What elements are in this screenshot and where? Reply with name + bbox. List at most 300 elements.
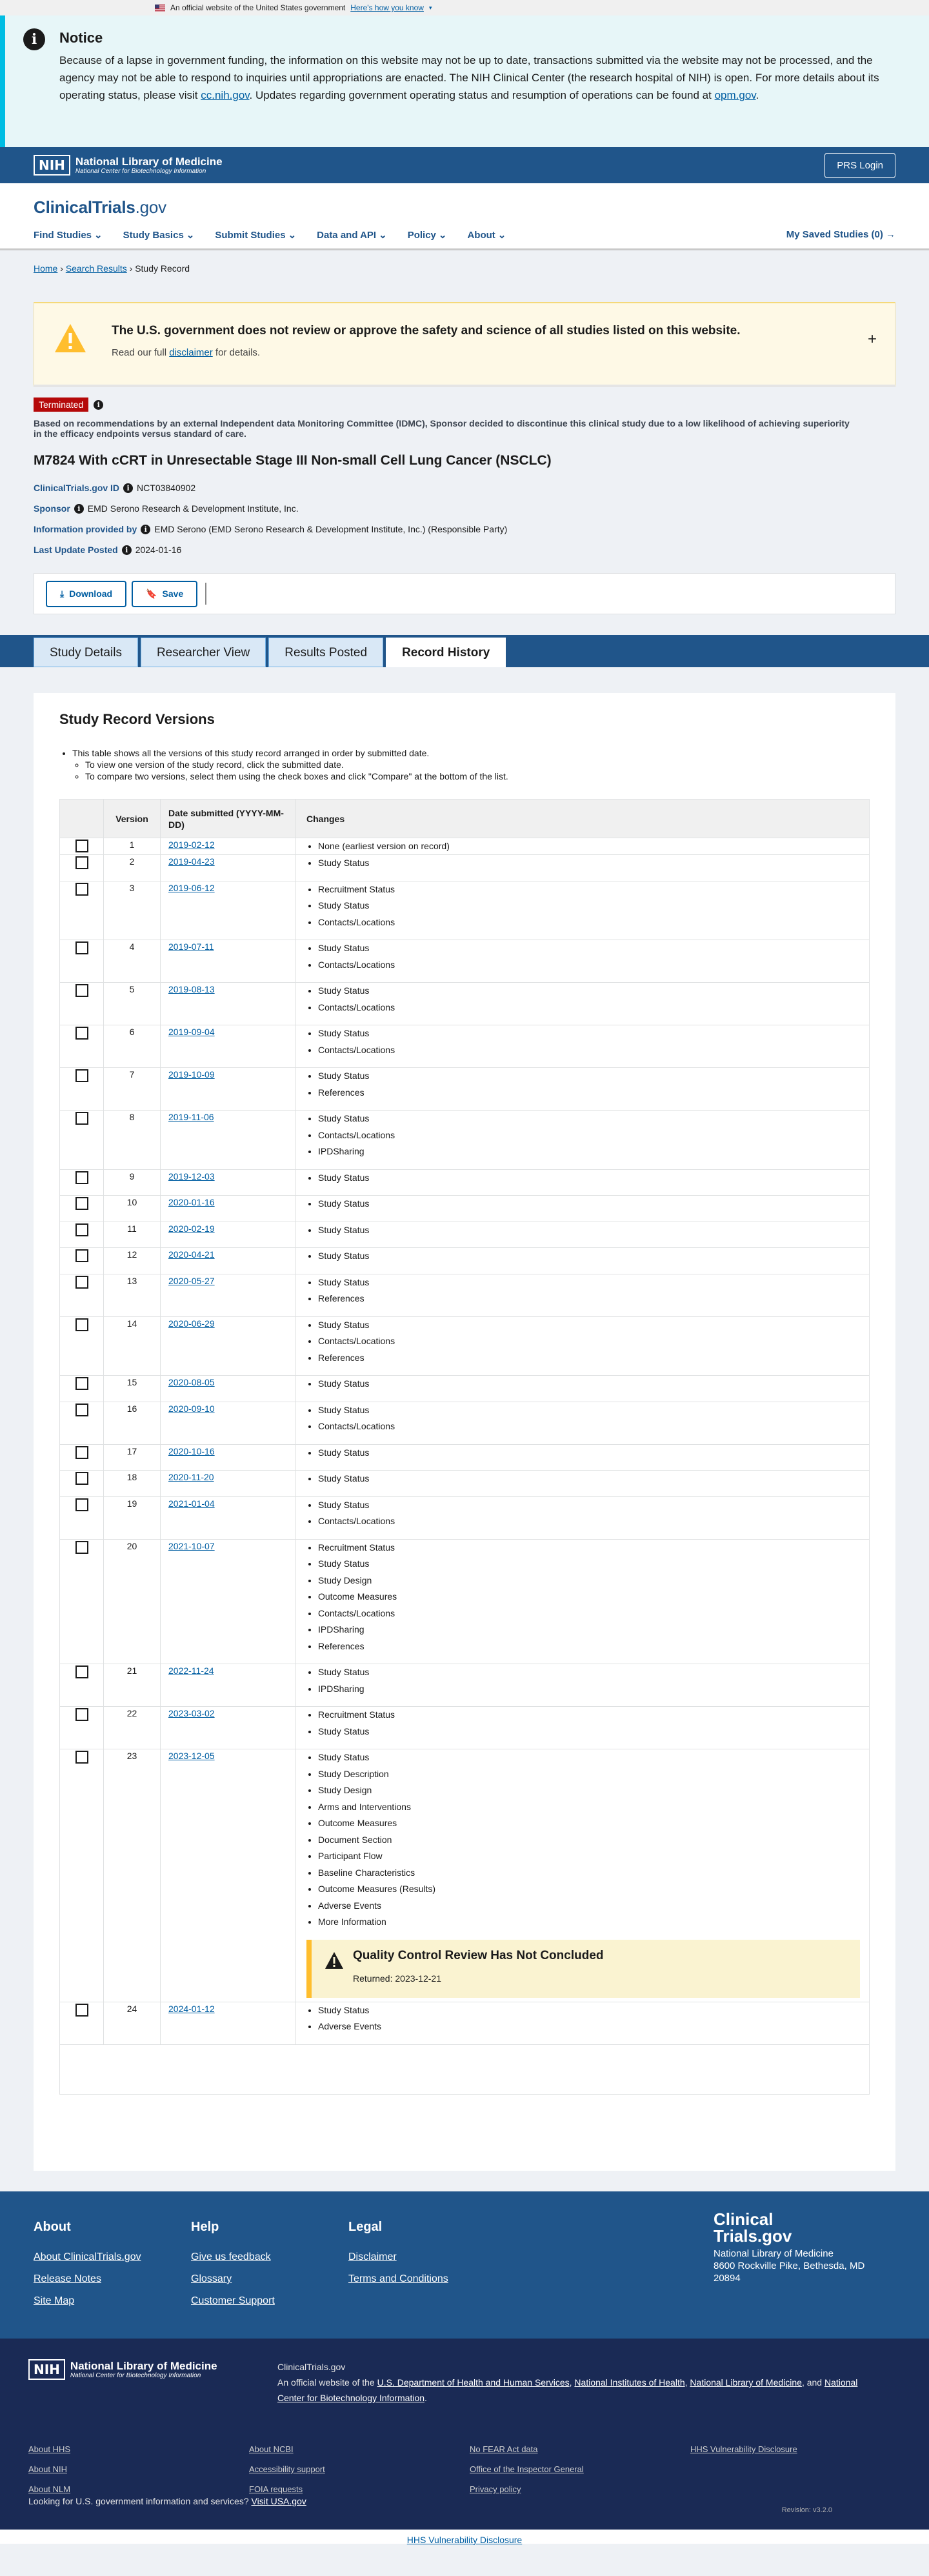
change-item: • Study Status [318,1445,869,1462]
table-row [60,1317,869,1376]
version-number: 24 [104,2002,161,2044]
compare-checkbox[interactable] [75,1541,88,1554]
version-date-link[interactable]: 2020-06-29 [168,1318,215,1329]
compare-checkbox[interactable] [75,1171,88,1184]
version-date-link[interactable]: 2019-10-09 [168,1069,215,1080]
ncbi-subtitle: National Center for Biotechnology Information [75,167,206,175]
changes-list [306,1749,869,1931]
change-item: • Study Status [318,1222,869,1239]
footer-link[interactable]: Glossary [191,2273,232,2284]
version-date-link[interactable]: 2021-01-04 [168,1498,215,1509]
version-number: 5 [104,983,161,1025]
change-item: • Study Status [318,1025,869,1042]
study-summary [0,387,929,555]
sponsor-value: EMD Serono Research & Development Institute, Inc. [87,503,299,514]
notice-title: Notice [59,30,103,46]
change-item: • Study Status [318,2002,869,2019]
compare-checkbox[interactable] [75,941,88,954]
gov-footer-link[interactable]: About NLM [28,2484,71,2494]
version-number: 21 [104,1664,161,1706]
compare-checkbox[interactable] [75,1498,88,1511]
change-item: • Participant Flow [318,1848,869,1865]
footer-link[interactable]: Terms and Conditions [348,2273,448,2284]
sponsor-label: Sponsor [34,503,70,514]
change-item: • Recruitment Status [318,1540,869,1556]
changes-list [306,1471,869,1487]
changes-list [306,983,869,1016]
change-item: • References [318,1350,869,1367]
change-item: • Outcome Measures (Results) [318,1881,869,1898]
version-number: 7 [104,1068,161,1110]
version-date-link[interactable]: 2020-11-20 [168,1472,214,1482]
version-number: 12 [104,1248,161,1274]
vulnerability-disclosure-link[interactable]: HHS Vulnerability Disclosure [406,2535,523,2545]
change-item: • Study Status [318,1248,869,1265]
change-item: • Outcome Measures [318,1589,869,1605]
table-row [60,983,869,1025]
changes-list [306,855,869,872]
change-item: • Study Status [318,1317,869,1334]
info-icon[interactable]: i [123,483,133,493]
gov-footer-link[interactable]: Office of the Inspector General [470,2464,584,2474]
table-row [60,881,869,941]
compare-checkbox[interactable] [75,1446,88,1459]
nlm-link[interactable]: National Library of Medicine [690,2377,802,2388]
version-number: 3 [104,881,161,940]
info-icon[interactable]: i [74,504,84,514]
notice-text: Because of a lapse in government funding, the information on this website may not be up to date, transactions submitted via the website may not be processed, and the agency may not be able to respond to inquiries until appropriations are enacted. The NIH Clinical Center (the research hospital of NIH) is open. For more details about its operating status, please visit cc.nih.gov. Updates regarding government operating status and resumption of operations can be found at opm.gov. [59,54,879,101]
change-item: • References [318,1085,869,1102]
compare-checkbox[interactable] [75,1276,88,1289]
table-row [60,1707,869,1749]
change-item: • None (earliest version on record) [318,838,869,855]
bookmark-icon: 🔖 [146,588,157,599]
gov-footer-link[interactable]: Accessibility support [249,2464,325,2474]
compare-checkbox[interactable] [75,1223,88,1236]
version-number: 20 [104,1540,161,1664]
table-row [60,1376,869,1402]
chevron-down-icon: ⌄ [379,230,387,241]
change-item: • Arms and Interventions [318,1799,869,1816]
footer-column-title: Legal [348,2220,383,2234]
change-item: • Document Section [318,1832,869,1849]
download-button[interactable]: ⤓ Download [46,581,126,607]
version-number: 6 [104,1025,161,1067]
change-item: • Contacts/Locations [318,1127,869,1144]
tab-record-history[interactable]: Record History [386,638,506,667]
last-update-label: Last Update Posted [34,545,118,555]
compare-checkbox[interactable] [75,1751,88,1764]
change-item: • IPDSharing [318,1681,869,1698]
version-number: 17 [104,1445,161,1471]
info-icon[interactable]: i [94,400,103,410]
version-number: 22 [104,1707,161,1749]
chevron-down-icon: ⌄ [288,230,297,241]
changes-list [306,1248,869,1265]
nav-item[interactable]: Study Basics ⌄ [123,229,195,241]
table-row [60,1068,869,1111]
study-record-versions [34,693,895,2171]
version-date-link[interactable]: 2020-10-16 [168,1445,215,1456]
nih-logo-box: NIH [28,2359,65,2380]
table-row [60,1248,869,1274]
version-number: 1 [104,838,161,854]
heres-how-you-know-link[interactable]: Here's how you know [350,3,424,12]
table-row [60,1664,869,1707]
funding-notice [0,15,929,147]
changes-list [306,1196,869,1213]
study-actions [34,573,895,614]
change-item: • IPDSharing [318,1143,869,1160]
versions-title: Study Record Versions [59,711,215,727]
download-icon: ⤓ [60,588,65,599]
compare-checkbox[interactable] [75,1404,88,1416]
expand-plus-icon[interactable]: + [867,330,877,348]
change-item: • Study Status [318,1402,869,1419]
change-item: • Contacts/Locations [318,957,869,974]
version-date-link[interactable]: 2019-04-23 [168,856,215,867]
version-number: 15 [104,1376,161,1402]
version-number: 23 [104,1749,161,2002]
change-item: • Outcome Measures [318,1815,869,1832]
warning-icon [54,323,87,354]
disclaimer-alert [34,302,895,387]
official-website-text: ClinicalTrials.gov An official website of the U.S. Department of Health and Human Services, National Institutes of Health, National Library of Medicine, and National Center for Biotechnology Information. [277,2359,877,2406]
version-number: 8 [104,1111,161,1169]
footer-link[interactable]: About ClinicalTrials.gov [34,2251,141,2262]
versions-notes [59,747,870,782]
tab-study-details[interactable]: Study Details [34,638,138,667]
table-row [60,1749,869,2002]
col-version: Version [104,800,161,838]
changes-list [306,1025,869,1058]
compare-checkbox[interactable] [75,1249,88,1262]
compare-checkbox[interactable] [75,2004,88,2017]
change-item: • Study Status [318,1749,869,1766]
table-row [60,1540,869,1665]
save-button[interactable]: 🔖 Save [132,581,197,607]
table-row [60,940,869,983]
version-date-link[interactable]: 2020-09-10 [168,1403,215,1414]
qc-returned: Returned: 2023-12-21 [353,1973,441,1984]
revision: Revision: v3.2.0 [781,2506,832,2514]
table-row [60,1170,869,1196]
address-line: 20894 [714,2273,741,2284]
change-item: • Study Status [318,1497,869,1514]
changes-list [306,1445,869,1462]
version-date-link[interactable]: 2019-02-12 [168,840,215,850]
note: • This table shows all the versions of this study record arranged in order by submitted date. [72,747,870,759]
change-item: • Contacts/Locations [318,1000,869,1016]
changes-list [306,1111,869,1160]
change-item: • Study Status [318,1664,869,1681]
clinicaltrials-logo[interactable]: ClinicalTrials.gov [34,197,166,217]
gov-footer-link[interactable]: HHS Vulnerability Disclosure [690,2444,797,2454]
note: ◦ To compare two versions, select them using the check boxes and click "Compare" at the bottom of the list. [85,770,870,782]
compare-checkbox[interactable] [75,1197,88,1210]
compare-checkbox[interactable] [75,1708,88,1721]
changes-list [306,1497,869,1530]
version-number: 16 [104,1402,161,1444]
status-badge: Terminated [34,397,88,412]
table-row [60,1274,869,1317]
nav-item[interactable]: About ⌄ [467,229,506,241]
version-date-link[interactable]: 2020-05-27 [168,1275,215,1286]
change-item: • Study Status [318,1471,869,1487]
nav-item[interactable]: Data and API ⌄ [317,229,387,241]
table-row [60,1196,869,1222]
info-icon: i [23,28,45,50]
address-line: National Library of Medicine [714,2248,834,2259]
compare-checkbox[interactable] [75,1665,88,1678]
termination-reason: Based on recommendations by an external Independent data Monitoring Committee (IDMC), Sponsor decided to discontinue this clinical study due to a low likelihood of achieving superiority in the efficacy endpoints versus standard of care. [34,418,850,439]
footer-link[interactable]: Disclaimer [348,2251,397,2262]
version-number: 9 [104,1170,161,1196]
nlm-title: National Library of Medicine [70,2359,217,2372]
ncbi-subtitle: National Center for Biotechnology Information [70,2371,201,2379]
gov-footer-link[interactable]: Privacy policy [470,2484,521,2494]
compare-checkbox[interactable] [75,1027,88,1040]
change-item: • Contacts/Locations [318,914,869,931]
gov-footer [0,2339,929,2530]
table-row [60,1402,869,1445]
compare-checkbox[interactable] [75,1318,88,1331]
version-date-link[interactable]: 2020-02-19 [168,1223,215,1234]
change-item: • Study Status [318,898,869,914]
change-item: • Adverse Events [318,1898,869,1915]
version-date-link[interactable]: 2019-07-11 [168,941,214,952]
change-item: • Contacts/Locations [318,1605,869,1622]
gov-footer-link[interactable]: About NIH [28,2464,67,2474]
table-row [60,1111,869,1170]
version-number: 18 [104,1471,161,1496]
disclaimer-link[interactable]: disclaimer [169,347,213,358]
changes-list [306,1376,869,1393]
gov-footer-link[interactable]: FOIA requests [249,2484,303,2494]
version-number: 19 [104,1497,161,1539]
alert-title: The U.S. government does not review or approve the safety and science of all studies listed on this website. [112,324,741,337]
site-footer [0,2191,929,2339]
table-row [60,1222,869,1249]
compare-checkbox[interactable] [75,883,88,896]
col-changes: Changes [306,813,345,824]
change-item: • Study Status [318,1196,869,1213]
change-item: • Recruitment Status [318,1707,869,1724]
compare-checkbox[interactable] [75,856,88,869]
breadcrumb: Home › Search Results › Study Record [34,263,190,274]
gov-banner [0,0,929,15]
info-icon[interactable]: i [141,525,150,534]
changes-list [306,838,869,855]
breadcrumb-current: Study Record [135,263,190,274]
version-date-link[interactable]: 2021-10-07 [168,1540,215,1551]
change-item: • Study Status [318,1170,869,1187]
table-row [60,1471,869,1497]
chevron-down-icon: ⌄ [438,230,447,241]
prs-login-button[interactable]: PRS Login [824,153,895,178]
footer-column [34,2220,191,2310]
version-date-link[interactable]: 2023-12-05 [168,1751,215,1761]
change-item: • Study Status [318,1556,869,1573]
versions-table [59,799,870,2095]
change-item: • Study Design [318,1782,869,1799]
compare-checkbox[interactable] [75,1069,88,1082]
table-row [60,2002,869,2045]
change-item: • Study Description [318,1766,869,1783]
chevron-down-icon: ⌄ [94,230,103,241]
nav-item[interactable]: Find Studies ⌄ [34,229,103,241]
study-title: M7824 With cCRT in Unresectable Stage III Non-small Cell Lung Cancer (NSCLC) [34,453,552,468]
compare-checkbox[interactable] [75,1112,88,1125]
change-item: • Contacts/Locations [318,1418,869,1435]
change-item: • Study Status [318,1111,869,1127]
nav-item[interactable]: Policy ⌄ [407,229,447,241]
footer-address [714,2211,864,2284]
change-item: • References [318,1638,869,1655]
table-row [60,1445,869,1471]
version-number: 11 [104,1222,161,1248]
qc-title: Quality Control Review Has Not Concluded [353,1948,604,1962]
version-date-link[interactable]: 2023-03-02 [168,1708,215,1718]
version-date-link[interactable]: 2019-11-06 [168,1112,214,1122]
version-number: 14 [104,1317,161,1376]
nlm-title: National Library of Medicine [75,155,223,168]
compare-checkbox[interactable] [75,840,88,852]
tab-results-posted[interactable]: Results Posted [268,638,383,667]
change-item: • Study Status [318,1724,869,1740]
nih-link[interactable]: National Institutes of Health [574,2377,685,2388]
gov-footer-link[interactable]: About NCBI [249,2444,294,2454]
compare-checkbox[interactable] [75,984,88,997]
changes-list [306,1664,869,1697]
changes-list [306,1068,869,1101]
change-item: • References [318,1291,869,1307]
changes-list [306,1222,869,1239]
hhs-link[interactable]: U.S. Department of Health and Human Services [377,2377,570,2388]
change-item: • Contacts/Locations [318,1042,869,1059]
change-item: • Study Status [318,855,869,872]
compare-checkbox[interactable] [75,1377,88,1390]
change-item: • Contacts/Locations [318,1333,869,1350]
footer-column-title: Help [191,2220,219,2234]
nlm-logo[interactable] [34,155,223,176]
version-date-link[interactable]: 2024-01-12 [168,2003,215,2014]
my-saved-studies-link[interactable]: My Saved Studies (0) → [786,229,895,240]
version-number: 13 [104,1274,161,1316]
change-item: • Baseline Characteristics [318,1865,869,1882]
main-nav [34,229,895,241]
changes-list [306,881,869,931]
changes-list [306,940,869,973]
version-date-link[interactable]: 2020-04-21 [168,1249,215,1260]
footer-link[interactable]: Release Notes [34,2273,101,2284]
info-icon[interactable]: i [122,545,132,555]
changes-list [306,1402,869,1435]
tab-researcher-view[interactable]: Researcher View [141,638,266,667]
change-item: • Study Status [318,940,869,957]
last-update-value: 2024-01-16 [135,545,182,555]
change-item: • Study Status [318,1068,869,1085]
changes-list [306,2002,869,2035]
change-item: • Adverse Events [318,2018,869,2035]
id-value: NCT03840902 [137,483,196,493]
changes-list [306,1540,869,1655]
usagov-link[interactable]: Visit USA.gov [251,2496,306,2506]
qc-review-alert [306,1940,860,1998]
id-label: ClinicalTrials.gov ID [34,483,120,493]
version-number: 2 [104,855,161,881]
change-item: • Contacts/Locations [318,1513,869,1530]
cc-nih-link[interactable]: cc.nih.gov [201,89,250,101]
table-row [60,1025,869,1068]
ncbi-link[interactable]: National Center for Biotechnology Information [277,2377,858,2403]
address-line: 8600 Rockville Pike, Bethesda, MD [714,2260,865,2271]
col-date: Date submitted (YYYY-MM-DD) [161,800,296,838]
chevron-down-icon: ⌄ [497,230,506,241]
breadcrumb-search-results[interactable]: Search Results [65,263,127,274]
site-name: ClinicalTrials.gov [277,2362,346,2372]
arrow-right-icon: → [886,229,895,240]
provided-by-label: Information provided by [34,524,137,534]
footer-column [348,2220,506,2310]
version-date-link[interactable]: 2020-08-05 [168,1377,215,1387]
divider [205,583,206,605]
change-item: • Study Status [318,1376,869,1393]
table-row [60,1497,869,1540]
change-item: • More Information [318,1914,869,1931]
version-date-link[interactable]: 2019-09-04 [168,1027,215,1037]
change-item: • IPDSharing [318,1622,869,1638]
change-item: • Study Status [318,983,869,1000]
changes-list [306,1274,869,1307]
note: ◦ To view one version of the study record, click the submitted date. [85,759,870,770]
version-date-link[interactable]: 2019-08-13 [168,984,215,994]
compare-checkbox[interactable] [75,1472,88,1485]
chevron-down-icon: ▾ [428,4,432,11]
version-date-link[interactable]: 2019-06-12 [168,882,215,893]
version-number: 4 [104,940,161,982]
changes-list [306,1707,869,1740]
warning-icon [325,1951,344,1969]
footer-logo[interactable]: Clinical Trials.gov [714,2209,792,2246]
nih-header [0,147,929,183]
version-date-link[interactable]: 2019-12-03 [168,1171,215,1182]
footer-link[interactable]: Site Map [34,2295,75,2306]
usagov-line: Looking for U.S. government information and services? Visit USA.gov [28,2496,306,2506]
footer-column-title: About [34,2220,71,2234]
record-tabs [0,635,929,667]
changes-list [306,1170,869,1187]
us-flag-icon [155,5,165,12]
gov-footer-link[interactable]: No FEAR Act data [470,2444,538,2454]
breadcrumb-home[interactable]: Home [34,263,58,274]
nih-logo-box: NIH [34,155,70,176]
alert-text: Read our full disclaimer for details. [112,347,261,358]
gov-banner-text: An official website of the United States government [170,3,346,12]
version-number: 10 [104,1196,161,1222]
footer-link[interactable]: Give us feedback [191,2251,271,2262]
version-date-link[interactable]: 2022-11-24 [168,1665,214,1676]
vulnerability-disclosure [0,2530,929,2544]
table-row [60,855,869,881]
nav-item[interactable]: Submit Studies ⌄ [215,229,297,241]
opm-link[interactable]: opm.gov [714,89,756,101]
change-item: • Study Status [318,1274,869,1291]
footer-link[interactable]: Customer Support [191,2295,275,2306]
change-item: • Recruitment Status [318,881,869,898]
version-date-link[interactable]: 2020-01-16 [168,1197,215,1207]
gov-footer-link[interactable]: About HHS [28,2444,71,2454]
